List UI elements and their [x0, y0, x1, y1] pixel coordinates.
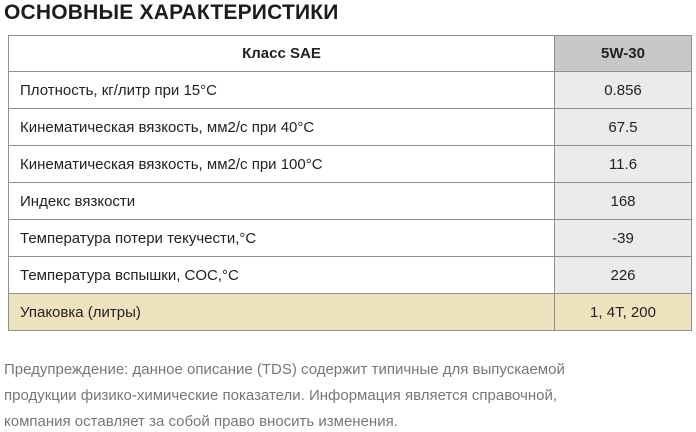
table-row: [9, 220, 692, 257]
row-label-packaging: Упаковка (литры): [9, 294, 555, 331]
row-label-viscosity-40: Кинематическая вязкость, мм2/с при 40°C: [9, 109, 555, 146]
table-row: [9, 146, 692, 183]
column-header-sae-class: Класс SAE: [9, 36, 555, 72]
row-value-viscosity-index: 168: [555, 183, 692, 220]
row-label-pour-point: Температура потери текучести,°C: [9, 220, 555, 257]
page-title: ОСНОВНЫЕ ХАРАКТЕРИСТИКИ: [4, 1, 339, 24]
row-value-viscosity-40: 67.5: [555, 109, 692, 146]
specs-table: [8, 35, 692, 331]
row-value-density: 0.856: [555, 72, 692, 109]
table-row: [9, 183, 692, 220]
table-row: [9, 257, 692, 294]
disclaimer-line: Предупреждение: данное описание (TDS) содержит типичные для выпускаемой: [4, 361, 565, 378]
column-header-grade: 5W-30: [555, 36, 692, 72]
row-value-pour-point: -39: [555, 220, 692, 257]
disclaimer-line: продукции физико-химические показатели. Информация является справочной,: [4, 387, 558, 404]
table-header-row: [9, 36, 692, 72]
row-value-packaging: 1, 4Т, 200: [555, 294, 692, 331]
table-row-packaging: [9, 294, 692, 331]
row-value-viscosity-100: 11.6: [555, 146, 692, 183]
disclaimer-note: [4, 357, 684, 432]
row-label-viscosity-100: Кинематическая вязкость, мм2/с при 100°C: [9, 146, 555, 183]
disclaimer-line: компания оставляет за собой право вносить изменения.: [4, 413, 398, 430]
row-label-viscosity-index: Индекс вязкости: [9, 183, 555, 220]
table-row: [9, 72, 692, 109]
table-row: [9, 109, 692, 146]
row-value-flash-point: 226: [555, 257, 692, 294]
row-label-flash-point: Температура вспышки, COC,°C: [9, 257, 555, 294]
row-label-density: Плотность, кг/литр при 15°C: [9, 72, 555, 109]
